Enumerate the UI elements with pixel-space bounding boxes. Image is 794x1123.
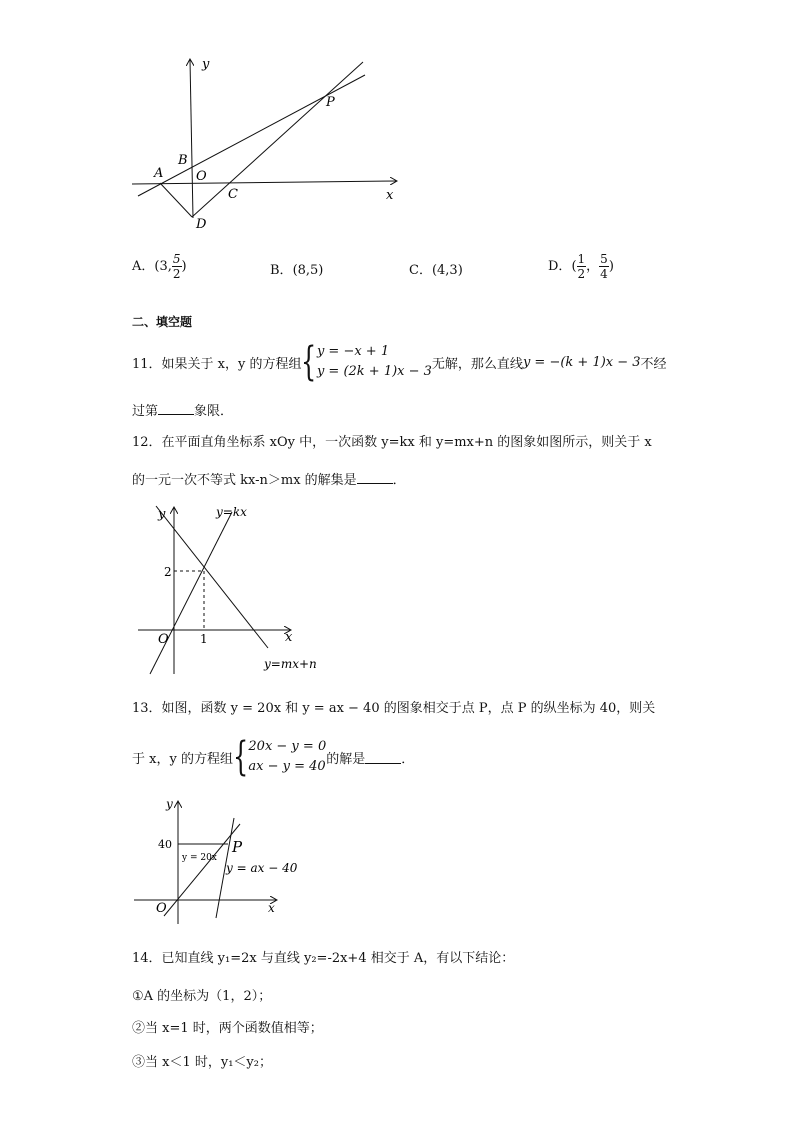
- line-mx-n: [156, 506, 268, 648]
- question-11: 11．如果关于 x，y 的方程组 { y = −x + 1 y = (2k + 1)x − 3 无解，那么直线 y = −(k + 1)x − 3 不经: [132, 339, 667, 385]
- figure-2: [130, 498, 340, 678]
- label-mx-n: y=mx+n: [264, 657, 317, 671]
- question-14-intro: 14．已知直线 y₁=2x 与直线 y₂=-2x+4 相交于 A，有以下结论：: [132, 951, 515, 966]
- section-title: 二、填空题: [132, 315, 193, 329]
- line-kx: [150, 512, 232, 674]
- option-a[interactable]: A．(3, $\frac{5}{2}$ ): [132, 252, 187, 281]
- point-c-label: C: [228, 187, 238, 202]
- question-12-line1: 12．在平面直角坐标系 xOy 中，一次函数 y=kx 和 y=mx+n 的图象如图所示，则关于 x: [132, 435, 652, 450]
- figure-1: [120, 50, 410, 240]
- line-dc: [192, 62, 363, 217]
- option-b[interactable]: B．(8,5): [270, 263, 324, 278]
- x-axis: [132, 181, 396, 184]
- y-axis-label: y: [158, 507, 166, 522]
- answer-blank-13[interactable]: [365, 751, 401, 764]
- tick-y-label: 2: [164, 565, 172, 579]
- conclusion-3: ③当 x＜1 时，y₁＜y₂；: [132, 1055, 272, 1070]
- y-axis-label: y: [202, 57, 210, 72]
- conclusion-1: ①A 的坐标为（1，2）；: [132, 989, 272, 1004]
- question-12-line2: 的一元一次不等式 kx-n＞mx 的解集是 ．: [132, 473, 406, 488]
- tick-x-label: 1: [200, 632, 208, 646]
- y-axis-label: y: [166, 797, 173, 811]
- origin-label: O: [158, 632, 169, 647]
- point-o-label: O: [196, 169, 207, 184]
- segment-ad: [160, 183, 192, 217]
- q13-eq2: ax − y = 40: [248, 759, 326, 774]
- point-b-label: B: [178, 153, 188, 168]
- question-11-line2: 过第 象限．: [132, 404, 234, 419]
- q11-line-expr: y = −(k + 1)x − 3: [522, 354, 641, 370]
- answer-blank-12[interactable]: [357, 471, 393, 484]
- point-d-label: D: [196, 217, 207, 232]
- label-ax-minus-40: y = ax − 40: [226, 861, 298, 875]
- y-axis: [190, 60, 193, 218]
- x-axis-label: x: [285, 630, 293, 645]
- point-p-label: P: [326, 95, 335, 110]
- figure-3: [130, 794, 310, 934]
- point-a-label: A: [154, 166, 164, 181]
- option-d[interactable]: D．( $\frac{1}{2}$ ， $\frac{5}{4}$ ): [548, 252, 614, 281]
- q13-eq1: 20x − y = 0: [248, 739, 327, 754]
- answer-blank-11[interactable]: [158, 402, 194, 415]
- x-axis-label: x: [268, 901, 275, 915]
- system-brace: {: [232, 734, 249, 780]
- label-20x: y = 20x: [182, 853, 217, 863]
- x-axis-label: x: [386, 188, 394, 203]
- conclusion-2: ②当 x=1 时，两个函数值相等；: [132, 1021, 323, 1036]
- origin-label: O: [156, 901, 167, 916]
- question-13-line1: 13．如图，函数 y = 20x 和 y = ax − 40 的图象相交于点 P，点 P 的纵坐标为 40，则关: [132, 701, 656, 716]
- option-c[interactable]: C．(4,3): [409, 263, 463, 278]
- tick-y-label: 40: [158, 838, 172, 851]
- question-13-line2: 于 x，y 的方程组 { 20x − y = 0 ax − y = 40 的解是 ．: [132, 734, 415, 780]
- label-kx: y=kx: [216, 505, 247, 519]
- line-ab: [138, 75, 365, 196]
- point-p-label: P: [232, 838, 243, 856]
- system-brace: {: [301, 339, 317, 385]
- q11-eq1: y = −x + 1: [316, 344, 390, 359]
- q11-eq2: y = (2k + 1)x − 3: [316, 364, 432, 379]
